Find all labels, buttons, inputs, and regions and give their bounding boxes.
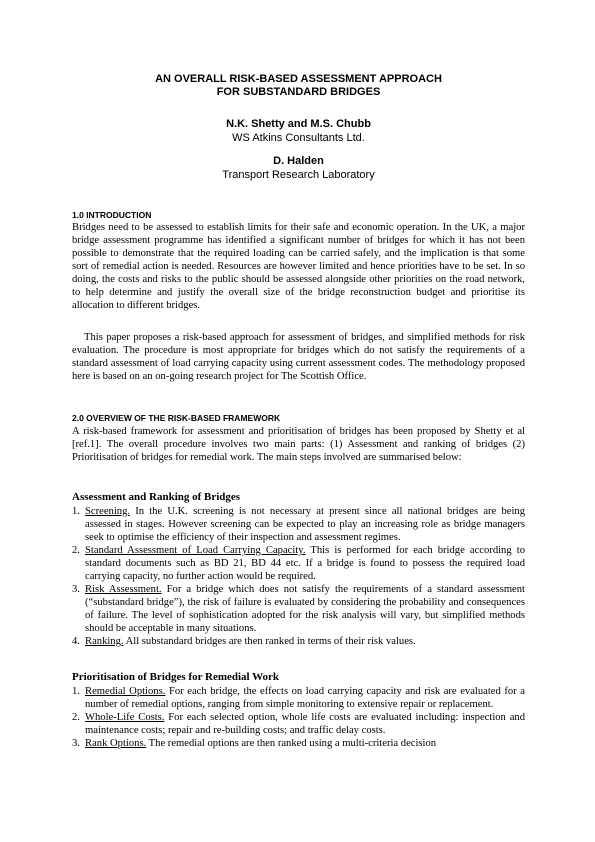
list-item: 4. Ranking. All substandard bridges are then ranked in terms of their risk values.: [72, 636, 416, 647]
affiliation-secondary: Transport Research Laboratory: [222, 169, 375, 181]
list-item: 1. Screening. In the U.K. screening is not necessary at present since all national bridges are being assessed in stages. However screening can be expected to play an increasing role as bridge managers seek to optimise the efficiency of their inspection and assessment regimes.: [72, 506, 525, 543]
paper-title-line1: AN OVERALL RISK-BASED ASSESSMENT APPROACH: [155, 73, 442, 85]
introduction-paragraph-1: Bridges need to be assessed to establish limits for their safe and economic operation. In the UK, a major bridge assessment programme has identified a significant number of bridges for which it has not been possible to demonstrate that the required loading can be carried safely, and the implication is that some sort of remedial action is needed. Resources are however limited and hence priorities have to be set. In so doing, the costs and risks to the public should be assessed alongside other priorities on the road network, to help determine and justify the overall size of the bridge reconstruction budget and prioritise its allocation to different bridges.: [72, 222, 525, 311]
list-item: 2. Whole-Life Costs. For each selected option, whole life costs are evaluated including: inspection and maintenance costs; repair and re-building costs; and traffic delay costs.: [72, 712, 525, 736]
subheading-assessment-ranking: Assessment and Ranking of Bridges: [72, 491, 241, 503]
paper-title-line2: FOR SUBSTANDARD BRIDGES: [216, 86, 381, 98]
subheading-prioritisation: Prioritisation of Bridges for Remedial Work: [72, 671, 280, 683]
list-item: 3. Risk Assessment. For a bridge which does not satisfy the requirements of a standard assessment (“substandard bridge”), the risk of failure is evaluated by considering the probability and consequences of failure. The level of sophistication adopted for the risk analysis will vary, but simplified methods should be acceptable in many situations.: [72, 584, 525, 634]
list-item: 1. Remedial Options. For each bridge, the effects on load carrying capacity and risk are evaluated for a number of remedial options, ranging from simple monitoring to extensive repair or replacement.: [72, 686, 525, 710]
section-heading-introduction: 1.0 INTRODUCTION: [72, 210, 152, 220]
overview-paragraph-1: A risk-based framework for assessment and prioritisation of bridges has been proposed by Shetty et al [ref.1]. The overall procedure involves two main parts: (1) Assessment and ranking of bridges (2) Prioritisation of bridges for remedial work. The main steps involved are summarised below:: [72, 426, 525, 463]
list-item: 2. Standard Assessment of Load Carrying Capacity. This is performed for each bridge according to standard documents such as BD 21, BD 44 etc. If a bridge is found to possess the required load carrying capacity, no further action would be required.: [72, 545, 526, 582]
authors-primary: N.K. Shetty and M.S. Chubb: [226, 118, 371, 130]
assessment-steps-list: [72, 505, 525, 648]
introduction-paragraph-2: This paper proposes a risk-based approach for assessment of bridges, and simplified methods for risk evaluation. The procedure is most appropriate for bridges which do not satisfy the requirements of a standard assessment of load carrying capacity using current assessment codes. The methodology proposed here is based on an on-going research project for The Scottish Office.: [72, 332, 525, 382]
prioritisation-steps-list: [72, 685, 525, 750]
list-item: 3. Rank Options. The remedial options are then ranked using a multi-criteria decision: [72, 738, 437, 749]
authors-secondary: D. Halden: [273, 155, 324, 167]
section-heading-overview: 2.0 OVERVIEW OF THE RISK-BASED FRAMEWORK: [72, 413, 281, 423]
affiliation-primary: WS Atkins Consultants Ltd.: [232, 132, 365, 144]
